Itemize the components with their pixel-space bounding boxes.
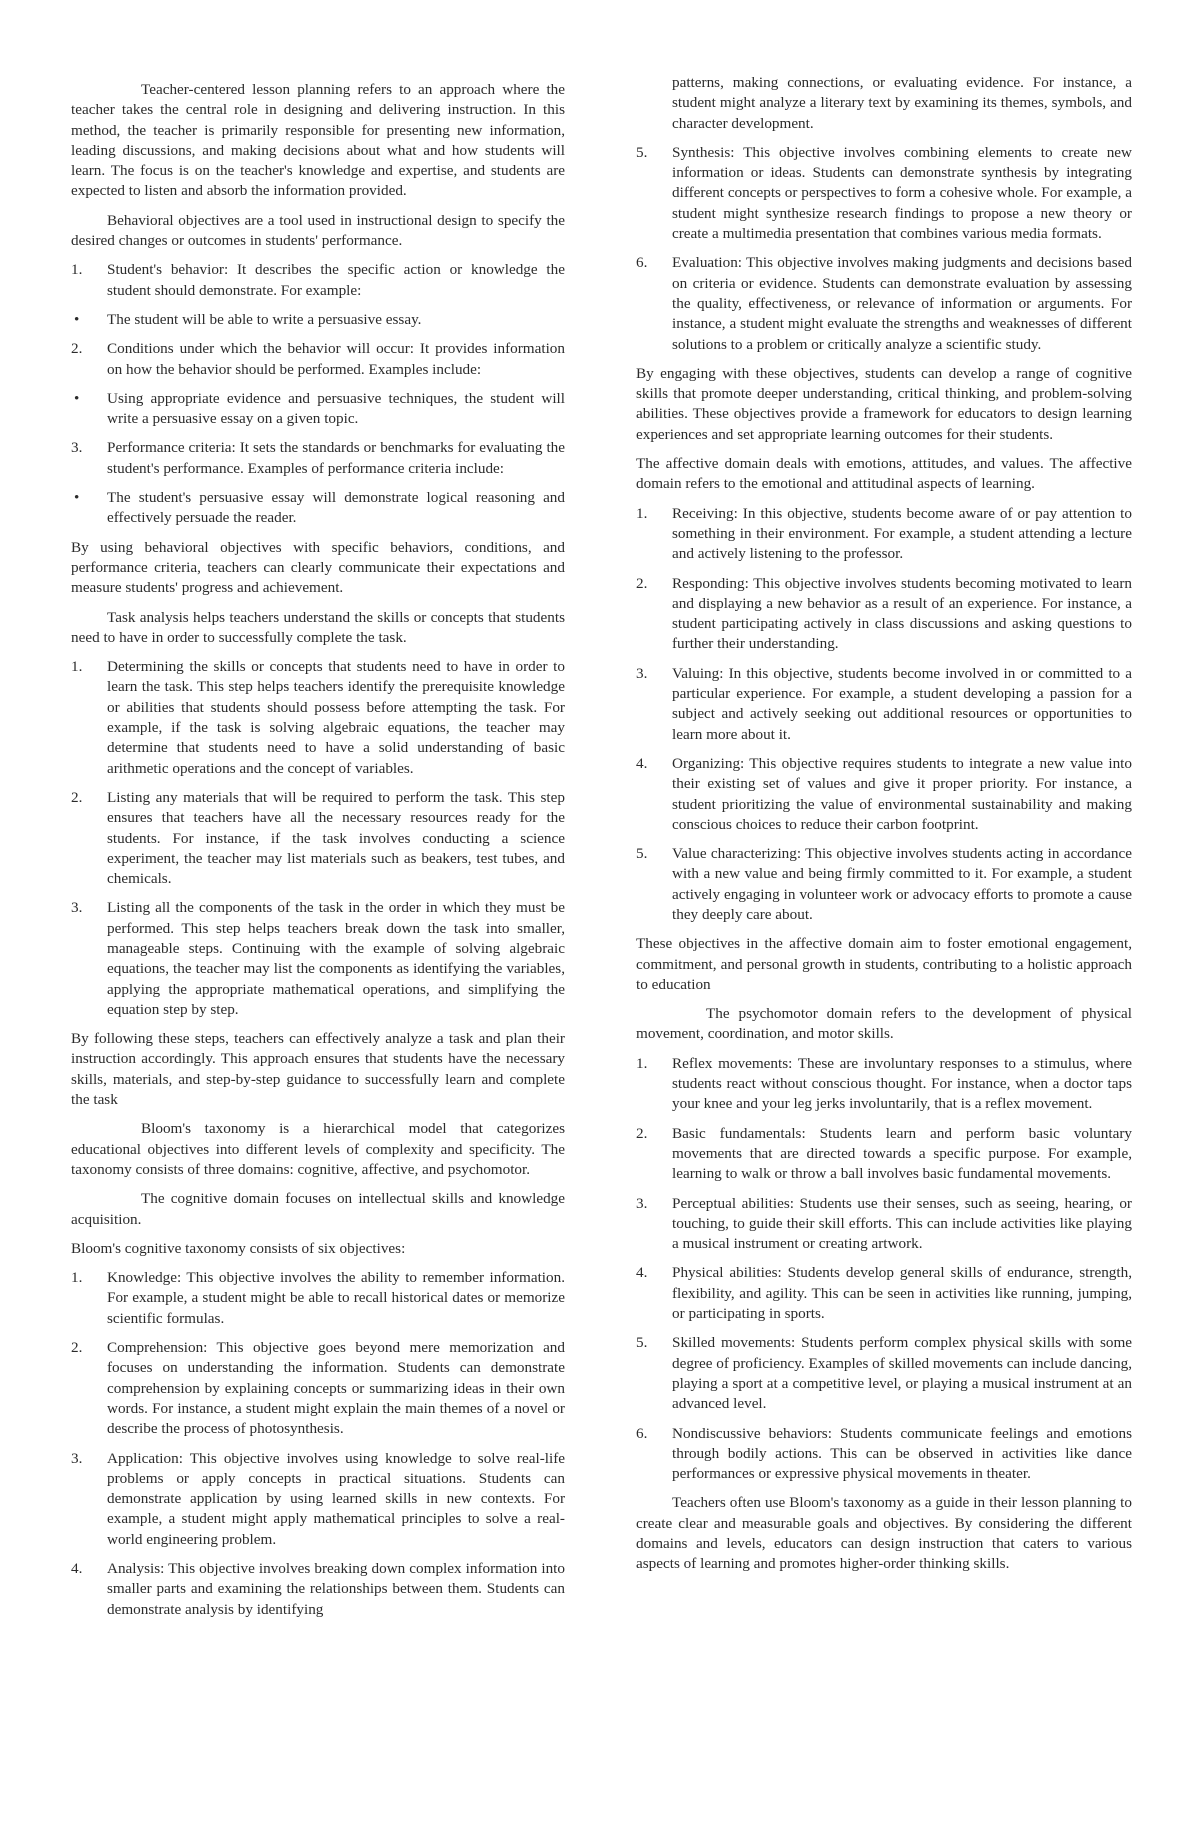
right-column [636,73,1132,1584]
list-number: 3. [71,1449,83,1467]
list-item [71,898,565,1020]
list-item [71,1268,565,1329]
list-number: 6. [636,1424,648,1442]
list-item [636,253,1132,354]
list-item [71,339,565,380]
list-number: 5. [636,845,648,863]
list-item [636,1124,1132,1185]
list-item-text: Listing any materials that will be required to perform the task. This step ensures that teachers have all the necessary resources ready for the students. For instance, if the task involves conducting a science experiment, the teacher may list materials such as beakers, test tubes, and chemicals. [107,788,565,888]
list-item-text: Comprehension: This objective goes beyond mere memorization and focuses on understanding the information. Students can demonstrate comprehension by explaining concepts or summarizing ideas in their own words. For instance, a student might explain the main themes of a novel or describe the process of photosynthesis. [107,1339,565,1438]
list-number: 2. [636,574,648,592]
list-item [71,657,565,779]
list-item [636,1194,1132,1255]
affective-list [636,504,1132,926]
list-number: 3. [71,899,83,917]
list-number: 4. [636,1264,648,1282]
list-item [636,1054,1132,1115]
list-item-text: Reflex movements: These are involuntary responses to a stimulus, where students react without conscious thought. For instance, when a doctor taps your knee and your leg jerks involuntarily, that is a reflex movement. [672,1054,1132,1113]
bullet-icon: • [74,389,80,407]
list-item [636,1263,1132,1324]
task-intro-paragraph: Task analysis helps teachers understand the skills or concepts that students need to have in order to successfully complete the task. [71,608,565,646]
list-number: 6. [636,254,648,272]
list-item [71,260,565,301]
list-item-text: Synthesis: This objective involves combining elements to create new information or ideas. Students can demonstrate synthesis by integrating different concepts or perspectives to form a cohesive whole. For example, a student might synthesize research findings to propose a new theory or create a multimedia presentation that combines various media formats. [672,143,1132,243]
list-number: 3. [636,664,648,682]
list-item-text: Evaluation: This objective involves making judgments and decisions based on criteria or evidence. Students can demonstrate evaluation by assessing the quality, effectiveness, or relevance of information or arguments. For instance, a student might evaluate the strengths and weaknesses of different solutions to a problem or critically analyze a scientific study. [672,254,1132,353]
bullet-text: The student will be able to write a persuasive essay. [107,310,422,328]
cognitive-count-paragraph: Bloom's cognitive taxonomy consists of six objectives: [71,1239,406,1257]
cognitive-list-continued [636,143,1132,355]
left-column [71,80,565,1629]
blooms-intro-paragraph: Bloom's taxonomy is a hierarchical model that categorizes educational objectives into different levels of complexity and specificity. The taxonomy consists of three domains: cognitive, affective, and psychomotor. [71,1120,565,1178]
bullet-list [71,488,565,529]
list-number: 1. [71,261,83,279]
list-item-text: Physical abilities: Students develop general skills of endurance, strength, flexibility, and agility. This can be seen in activities like running, jumping, or participating in sports. [672,1264,1132,1323]
list-number: 3. [71,439,83,457]
list-item [636,143,1132,244]
list-item-text: Nondiscussive behaviors: Students communicate feelings and emotions through bodily actions. This can be observed in activities like dance performances or expressive physical movements in theater. [672,1424,1132,1483]
list-item [71,1449,565,1550]
list-number: 5. [636,1334,648,1352]
list-item [71,438,565,479]
task-steps-list [71,657,565,1020]
bullet-item [71,310,565,330]
bullet-item [71,488,565,529]
list-number: 4. [636,754,648,772]
bullet-list [71,389,565,430]
analysis-continuation: patterns, making connections, or evaluating evidence. For instance, a student might analyze a literary text by examining its themes, symbols, and character development. [672,74,1132,132]
behavioral-intro-paragraph: Behavioral objectives are a tool used in instructional design to specify the desired changes or outcomes in students' performance. [71,211,565,250]
list-item-text: Responding: This objective involves students becoming motivated to learn and displaying a new behavior as a result of an experience. For instance, a student participating actively in class discussions and asking questions to further their understanding. [672,574,1132,653]
behavioral-list [71,260,565,301]
list-item [636,1333,1132,1414]
list-item [71,1338,565,1439]
bullet-list [71,310,565,330]
list-number: 1. [636,1054,648,1072]
bullet-icon: • [74,310,80,328]
list-number: 5. [636,143,648,161]
intro-paragraph: Teacher-centered lesson planning refers to an approach where the teacher takes the central role in designing and delivering instruction. In this method, the teacher is primarily responsible for presenting new information, leading discussions, and making decisions about what and how students will learn. The focus is on the teacher's knowledge and expertise, and students are expected to listen and absorb the information provided. [71,81,565,200]
psychomotor-intro-paragraph: The psychomotor domain refers to the development of physical movement, coordination, and motor skills. [636,1005,1132,1043]
list-item-text: Conditions under which the behavior will occur: It provides information on how the behavior should be performed. Examples include: [107,340,565,378]
cognitive-list [71,1268,565,1620]
bullet-text: Using appropriate evidence and persuasive techniques, the student will write a persuasive essay on a given topic. [107,389,565,428]
list-item [71,788,565,889]
list-item-text: Basic fundamentals: Students learn and perform basic voluntary movements that are directed towards a specific purpose. For example, learning to walk or throw a ball involves basic fundamental movements. [672,1124,1132,1183]
list-item-text: Value characterizing: This objective involves students acting in accordance with a new value and being firmly committed to it. For example, a student actively engaging in volunteer work or advocacy efforts to promote a cause they deeply care about. [672,845,1132,923]
behavioral-list [71,339,565,380]
affective-summary-paragraph: These objectives in the affective domain aim to foster emotional engagement, commitment, and personal growth in students, contributing to a holistic approach to education [636,935,1132,993]
bullet-item [71,389,565,430]
list-item [636,754,1132,835]
list-item-text: Organizing: This objective requires students to integrate a new value into their existing set of values and give it proper priority. For instance, a student prioritizing the value of environmental sustainability and making conscious choices to reduce their carbon footprint. [672,754,1132,833]
list-item-text: Perceptual abilities: Students use their senses, such as seeing, hearing, or touching, to guide their skill efforts. This can include activities like playing a musical instrument or creating artwork. [672,1194,1132,1253]
list-item-text: Listing all the components of the task in the order in which they must be performed. This step helps teachers break down the task into smaller, manageable steps. Continuing with the example of solving algebraic equations, the teacher may list the components as identifying the variables, applying the appropriate mathematical operations, and simplifying the equation step by step. [107,899,565,1018]
task-summary-paragraph: By following these steps, teachers can effectively analyze a task and plan their instruction accordingly. This approach ensures that students have the necessary skills, materials, and step-by-step guidance to successfully learn and complete the task [71,1030,565,1109]
list-number: 2. [71,1339,83,1357]
list-number: 3. [636,1194,648,1212]
list-number: 2. [71,788,83,806]
list-number: 1. [636,504,648,522]
list-item [636,504,1132,565]
list-item-text: Valuing: In this objective, students become involved in or committed to a particular experience. For example, a student developing a passion for a subject and actively seeking out additional resources or opportunities to learn more about it. [672,664,1132,743]
list-item [71,1559,565,1620]
behavioral-list [71,438,565,479]
affective-intro-paragraph: The affective domain deals with emotions, attitudes, and values. The affective domain refers to the emotional and attitudinal aspects of learning. [636,455,1132,493]
list-number: 1. [71,1269,83,1287]
cognitive-intro-paragraph: The cognitive domain focuses on intellectual skills and knowledge acquisition. [71,1190,565,1228]
cognitive-summary-paragraph: By engaging with these objectives, students can develop a range of cognitive skills that promote deeper understanding, critical thinking, and problem-solving abilities. These objectives provide a framework for educators to design learning experiences and set appropriate learning outcomes for their students. [636,364,1132,443]
list-number: 2. [71,340,83,358]
bullet-icon: • [74,489,80,507]
list-item-text: Knowledge: This objective involves the ability to remember information. For example, a student might be able to recall historical dates or memorize scientific formulas. [107,1269,565,1327]
list-item-text: Application: This objective involves using knowledge to solve real-life problems or apply concepts in practical situations. Students can demonstrate application by using learned skills in new contexts. For example, a student might apply mathematical principles to solve a real-world engineering problem. [107,1449,565,1548]
list-item [636,574,1132,655]
list-item [636,844,1132,925]
list-number: 2. [636,1124,648,1142]
list-item-text: Student's behavior: It describes the specific action or knowledge the student should demonstrate. For example: [107,261,565,299]
list-number: 1. [71,658,83,676]
list-item-text: Analysis: This objective involves breaking down complex information into smaller parts and examining the relationships between them. Students can demonstrate analysis by identifying [107,1560,565,1618]
closing-paragraph: Teachers often use Bloom's taxonomy as a guide in their lesson planning to create clear and measurable goals and objectives. By considering the different domains and levels, educators can design instruction that caters to various aspects of learning and promotes higher-order thinking skills. [636,1494,1132,1573]
bullet-text: The student's persuasive essay will demonstrate logical reasoning and effectively persuade the reader. [107,489,565,527]
psychomotor-list [636,1054,1132,1485]
list-item [636,1424,1132,1485]
behavioral-summary-paragraph: By using behavioral objectives with specific behaviors, conditions, and performance criteria, teachers can clearly communicate their expectations and measure students' progress and achievement. [71,538,565,597]
list-item [636,664,1132,745]
list-item-text: Skilled movements: Students perform complex physical skills with some degree of proficiency. Examples of skilled movements can include dancing, playing a sport at a competitive level, or playing a musical instrument at an advanced level. [672,1334,1132,1413]
list-number: 4. [71,1560,83,1577]
list-item-text: Determining the skills or concepts that students need to have in order to learn the task. This step helps teachers identify the prerequisite knowledge or abilities that students should possess before attempting the task. For example, if the task is solving algebraic equations, the teacher may determine that students need to have a solid understanding of basic arithmetic operations and the concept of variables. [107,658,565,777]
list-item-text: Receiving: In this objective, students become aware of or pay attention to something in their environment. For example, a student attending a lecture and actively listening to the professor. [672,504,1132,563]
list-item-text: Performance criteria: It sets the standards or benchmarks for evaluating the student's performance. Examples of performance criteria include: [107,439,565,477]
